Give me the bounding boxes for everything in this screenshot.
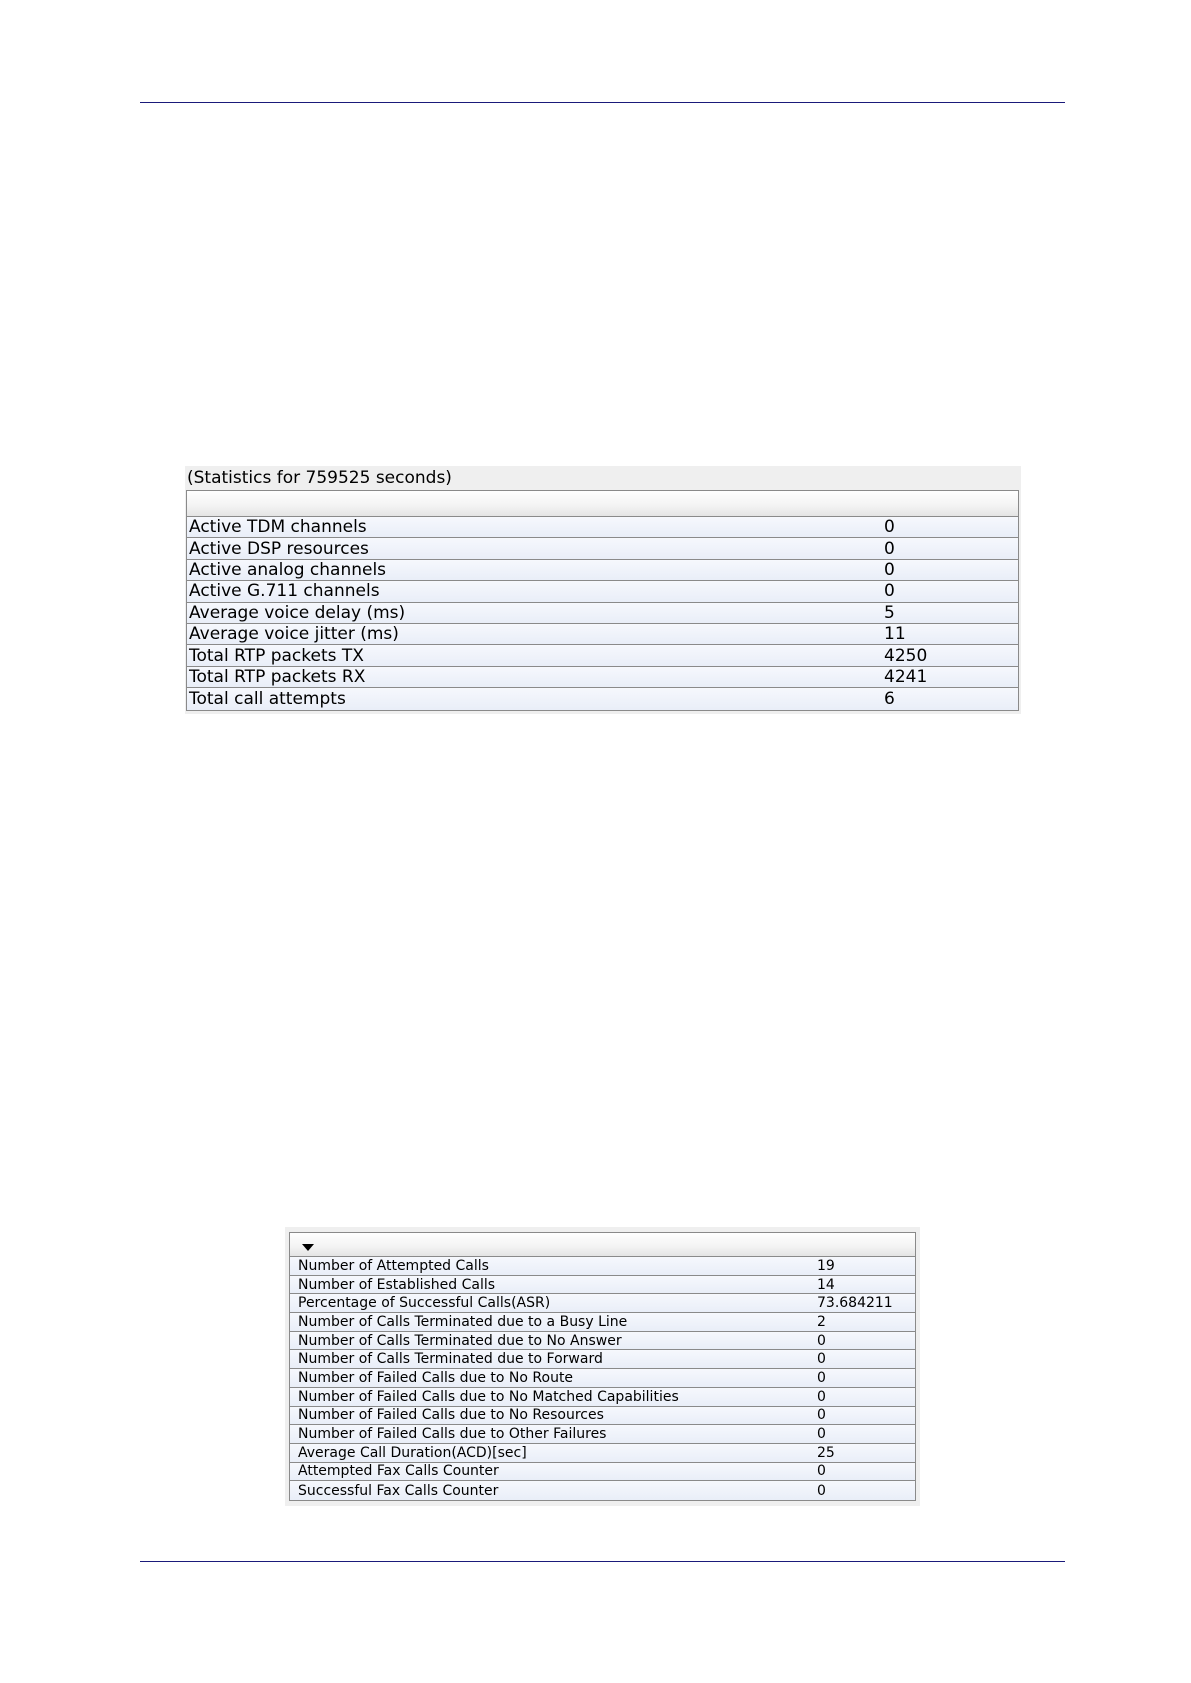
stat-value: 0 (884, 559, 895, 580)
table-row (290, 1350, 915, 1369)
footer-rule (140, 1561, 1065, 1562)
call-counter-value: 25 (817, 1444, 835, 1461)
table-row (290, 1313, 915, 1332)
calls-table-header[interactable] (290, 1233, 915, 1257)
table-row (187, 517, 1018, 538)
table-row (187, 688, 1018, 709)
triangle-down-icon[interactable] (302, 1244, 314, 1251)
call-counter-value: 19 (817, 1257, 835, 1274)
stat-label: Active G.711 channels (189, 581, 380, 602)
stat-value: 6 (884, 688, 895, 709)
call-counter-value: 0 (817, 1332, 826, 1349)
stat-label: Average voice jitter (ms) (189, 624, 399, 645)
call-counter-value: 0 (817, 1369, 826, 1386)
call-counter-value: 0 (817, 1482, 826, 1499)
stat-value: 4241 (884, 666, 928, 687)
table-row (187, 667, 1018, 688)
call-counter-label: Average Call Duration(ACD)[sec] (298, 1444, 527, 1461)
call-counter-value: 0 (817, 1407, 826, 1424)
call-counter-label: Attempted Fax Calls Counter (298, 1463, 499, 1480)
stat-value: 4250 (884, 645, 928, 666)
table-row (290, 1463, 915, 1482)
statistics-table-header (187, 491, 1018, 517)
stat-label: Active analog channels (189, 559, 387, 580)
stat-label: Active DSP resources (189, 538, 369, 559)
call-counter-value: 0 (817, 1463, 826, 1480)
table-row (187, 603, 1018, 624)
statistics-panel (185, 466, 1021, 714)
calls-table (289, 1232, 916, 1501)
statistics-caption: (Statistics for 759525 seconds) (187, 468, 452, 488)
call-counter-label: Number of Calls Terminated due to Forward (298, 1351, 603, 1368)
table-row (187, 581, 1018, 602)
stat-value: 0 (884, 538, 895, 559)
table-row (290, 1481, 915, 1500)
call-counter-value: 2 (817, 1313, 826, 1330)
call-counter-value: 14 (817, 1276, 835, 1293)
stat-label: Total RTP packets TX (189, 645, 364, 666)
stat-value: 11 (884, 624, 906, 645)
stat-label: Total call attempts (189, 688, 346, 709)
table-row (290, 1276, 915, 1295)
table-row (187, 624, 1018, 645)
call-counter-value: 0 (817, 1426, 826, 1443)
call-counter-label: Number of Failed Calls due to Other Failures (298, 1426, 607, 1443)
table-row (290, 1257, 915, 1276)
header-rule (140, 102, 1065, 103)
table-row (290, 1369, 915, 1388)
call-counter-value: 0 (817, 1388, 826, 1405)
table-row (290, 1294, 915, 1313)
call-counter-label: Number of Attempted Calls (298, 1257, 489, 1274)
calls-panel (285, 1227, 920, 1506)
table-row (290, 1444, 915, 1463)
table-row (187, 538, 1018, 559)
call-counter-label: Number of Calls Terminated due to a Busy Line (298, 1313, 628, 1330)
call-counter-value: 73.684211 (817, 1295, 893, 1312)
call-counter-label: Number of Calls Terminated due to No Answer (298, 1332, 622, 1349)
call-counter-label: Number of Established Calls (298, 1276, 496, 1293)
table-row (290, 1407, 915, 1426)
table-row (187, 560, 1018, 581)
call-counter-label: Number of Failed Calls due to No Resources (298, 1407, 604, 1424)
stat-label: Total RTP packets RX (189, 666, 366, 687)
stat-value: 0 (884, 581, 895, 602)
stat-label: Active TDM channels (189, 517, 367, 538)
call-counter-label: Number of Failed Calls due to No Route (298, 1369, 574, 1386)
call-counter-value: 0 (817, 1351, 826, 1368)
call-counter-label: Number of Failed Calls due to No Matched Capabilities (298, 1388, 679, 1405)
table-row (290, 1332, 915, 1351)
call-counter-label: Successful Fax Calls Counter (298, 1482, 499, 1499)
table-row (290, 1388, 915, 1407)
stat-label: Average voice delay (ms) (189, 602, 406, 623)
stat-value: 5 (884, 602, 895, 623)
table-row (290, 1425, 915, 1444)
statistics-table (186, 490, 1019, 711)
call-counter-label: Percentage of Successful Calls(ASR) (298, 1295, 551, 1312)
stat-value: 0 (884, 517, 895, 538)
table-row (187, 645, 1018, 666)
